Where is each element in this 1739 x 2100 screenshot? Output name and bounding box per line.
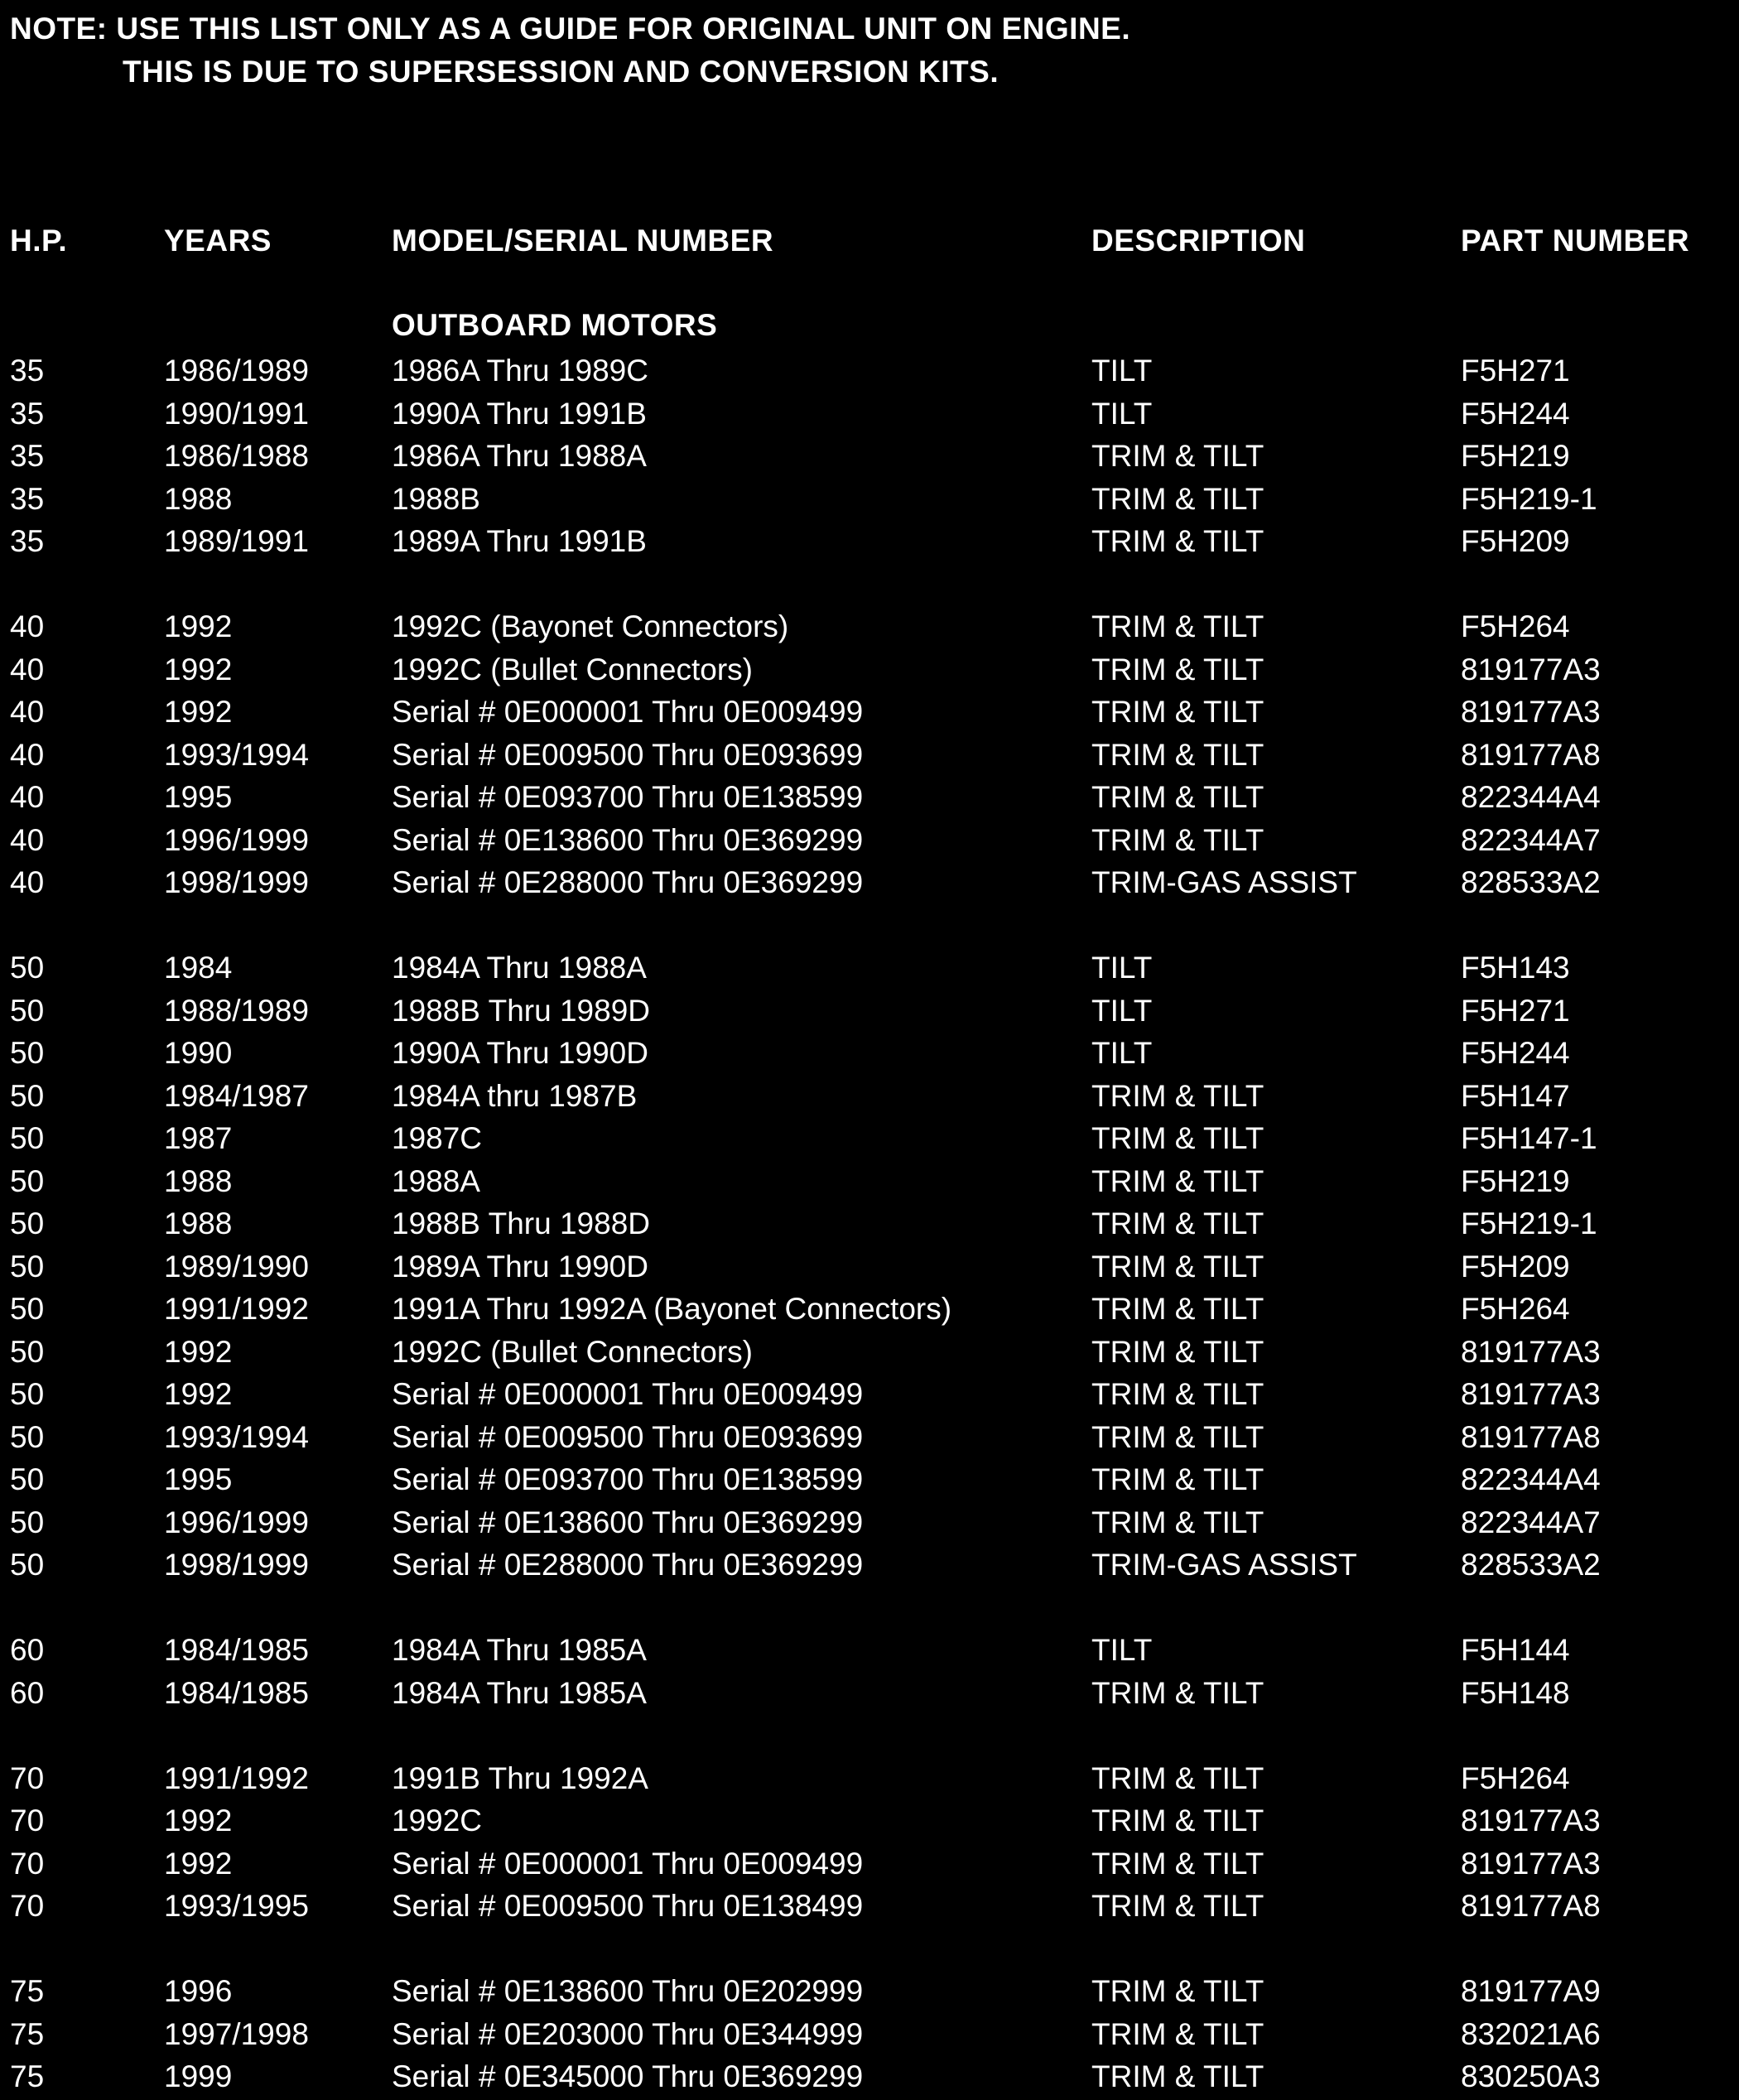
table-row bbox=[0, 1544, 1739, 1587]
cell-hp: 50 bbox=[10, 1377, 45, 1411]
cell-hp: 50 bbox=[10, 1163, 45, 1198]
cell-hp: 35 bbox=[10, 524, 45, 558]
group-spacer bbox=[0, 904, 1739, 947]
cell-hp: 40 bbox=[10, 865, 45, 899]
cell-part-number: 822344A4 bbox=[1461, 780, 1601, 814]
cell-years: 1991/1992 bbox=[164, 1760, 309, 1795]
cell-description: TRIM & TILT bbox=[1091, 1121, 1265, 1155]
cell-hp: 50 bbox=[10, 1462, 45, 1496]
cell-model-serial: 1989A Thru 1990D bbox=[392, 1249, 648, 1284]
cell-description: TRIM & TILT bbox=[1091, 1675, 1265, 1710]
cell-model-serial: 1992C (Bayonet Connectors) bbox=[392, 609, 789, 643]
cell-years: 1990 bbox=[164, 1036, 233, 1070]
cell-years: 1990/1991 bbox=[164, 396, 309, 431]
cell-part-number: F5H219-1 bbox=[1461, 1207, 1597, 1240]
cell-part-number: F5H219 bbox=[1461, 1163, 1570, 1198]
table-row bbox=[0, 1416, 1739, 1459]
cell-hp: 60 bbox=[10, 1675, 45, 1710]
cell-model-serial: Serial # 0E093700 Thru 0E138599 bbox=[392, 780, 864, 814]
cell-description: TRIM-GAS ASSIST bbox=[1091, 865, 1357, 899]
cell-model-serial: 1988B Thru 1988D bbox=[392, 1207, 650, 1240]
cell-description: TRIM & TILT bbox=[1091, 481, 1265, 516]
cell-model-serial: 1984A thru 1987B bbox=[392, 1078, 638, 1113]
cell-description: TRIM & TILT bbox=[1091, 1804, 1265, 1838]
parts-table-body bbox=[0, 349, 1739, 2098]
cell-description: TRIM & TILT bbox=[1091, 652, 1265, 686]
cell-part-number: 819177A3 bbox=[1461, 1334, 1601, 1369]
cell-part-number: 830250A3 bbox=[1461, 2059, 1601, 2093]
cell-model-serial: Serial # 0E000001 Thru 0E009499 bbox=[392, 1377, 864, 1411]
cell-part-number: 819177A8 bbox=[1461, 737, 1601, 772]
cell-years: 1997/1998 bbox=[164, 2016, 309, 2051]
cell-hp: 35 bbox=[10, 354, 45, 388]
cell-years: 1992 bbox=[164, 1377, 233, 1411]
table-row bbox=[0, 1288, 1739, 1331]
table-row bbox=[0, 1757, 1739, 1800]
cell-hp: 50 bbox=[10, 1292, 45, 1326]
cell-part-number: F5H264 bbox=[1461, 609, 1570, 643]
table-row bbox=[0, 648, 1739, 691]
cell-years: 1993/1994 bbox=[164, 737, 309, 772]
cell-model-serial: 1987C bbox=[392, 1121, 483, 1155]
table-row bbox=[0, 861, 1739, 904]
cell-years: 1995 bbox=[164, 1462, 233, 1496]
cell-hp: 50 bbox=[10, 1505, 45, 1539]
cell-description: TRIM & TILT bbox=[1091, 695, 1265, 729]
cell-description: TILT bbox=[1091, 951, 1153, 985]
table-row bbox=[0, 1373, 1739, 1416]
cell-part-number: F5H143 bbox=[1461, 951, 1570, 985]
cell-part-number: F5H209 bbox=[1461, 524, 1570, 558]
cell-model-serial: 1992C (Bullet Connectors) bbox=[392, 1334, 753, 1369]
cell-hp: 75 bbox=[10, 1974, 45, 2008]
cell-part-number: F5H144 bbox=[1461, 1633, 1570, 1667]
cell-hp: 50 bbox=[10, 951, 45, 985]
cell-years: 1984/1985 bbox=[164, 1633, 309, 1667]
cell-model-serial: 1986A Thru 1989C bbox=[392, 354, 648, 388]
cell-description: TRIM & TILT bbox=[1091, 1419, 1265, 1454]
table-row bbox=[0, 1672, 1739, 1715]
cell-model-serial: 1990A Thru 1990D bbox=[392, 1036, 648, 1070]
cell-hp: 50 bbox=[10, 1078, 45, 1113]
table-row bbox=[0, 605, 1739, 648]
cell-hp: 50 bbox=[10, 993, 45, 1028]
cell-description: TRIM & TILT bbox=[1091, 1889, 1265, 1923]
cell-description: TRIM & TILT bbox=[1091, 1078, 1265, 1113]
cell-hp: 50 bbox=[10, 1249, 45, 1284]
cell-hp: 40 bbox=[10, 780, 45, 814]
cell-years: 1991/1992 bbox=[164, 1292, 309, 1326]
cell-years: 1988 bbox=[164, 1207, 233, 1240]
cell-description: TRIM & TILT bbox=[1091, 822, 1265, 857]
cell-description: TRIM & TILT bbox=[1091, 1462, 1265, 1496]
cell-description: TILT bbox=[1091, 993, 1153, 1028]
cell-model-serial: Serial # 0E345000 Thru 0E369299 bbox=[392, 2059, 864, 2093]
cell-model-serial: Serial # 0E009500 Thru 0E093699 bbox=[392, 1419, 864, 1454]
cell-years: 1996/1999 bbox=[164, 822, 309, 857]
cell-hp: 50 bbox=[10, 1419, 45, 1454]
cell-model-serial: 1992C bbox=[392, 1804, 483, 1838]
cell-part-number: 822344A7 bbox=[1461, 822, 1601, 857]
cell-model-serial: 1988B bbox=[392, 481, 480, 516]
section-title: OUTBOARD MOTORS bbox=[392, 308, 718, 342]
cell-years: 1998/1999 bbox=[164, 865, 309, 899]
cell-years: 1988 bbox=[164, 1163, 233, 1198]
table-row bbox=[0, 1501, 1739, 1544]
cell-model-serial: 1989A Thru 1991B bbox=[392, 524, 647, 558]
note-line-1: NOTE: USE THIS LIST ONLY AS A GUIDE FOR ORIGINAL UNIT ON ENGINE. bbox=[10, 12, 1131, 46]
cell-part-number: F5H271 bbox=[1461, 993, 1570, 1028]
cell-model-serial: Serial # 0E000001 Thru 0E009499 bbox=[392, 1846, 864, 1881]
cell-part-number: 828533A2 bbox=[1461, 865, 1601, 899]
cell-years: 1986/1989 bbox=[164, 354, 309, 388]
table-row bbox=[0, 1458, 1739, 1501]
cell-description: TRIM & TILT bbox=[1091, 1505, 1265, 1539]
cell-hp: 40 bbox=[10, 822, 45, 857]
cell-years: 1992 bbox=[164, 1334, 233, 1369]
cell-hp: 50 bbox=[10, 1036, 45, 1070]
cell-years: 1996 bbox=[164, 1974, 233, 2008]
table-row bbox=[0, 1842, 1739, 1886]
cell-description: TRIM & TILT bbox=[1091, 1207, 1265, 1240]
cell-years: 1988/1989 bbox=[164, 993, 309, 1028]
cell-description: TRIM & TILT bbox=[1091, 737, 1265, 772]
cell-model-serial: 1991B Thru 1992A bbox=[392, 1760, 648, 1795]
cell-years: 1992 bbox=[164, 609, 233, 643]
cell-years: 1988 bbox=[164, 481, 233, 516]
cell-hp: 40 bbox=[10, 652, 45, 686]
table-row bbox=[0, 1160, 1739, 1203]
cell-part-number: F5H209 bbox=[1461, 1249, 1570, 1284]
cell-description: TRIM-GAS ASSIST bbox=[1091, 1548, 1357, 1582]
cell-years: 1989/1990 bbox=[164, 1249, 309, 1284]
table-row bbox=[0, 435, 1739, 478]
cell-hp: 40 bbox=[10, 695, 45, 729]
table-header bbox=[0, 224, 1739, 265]
cell-description: TRIM & TILT bbox=[1091, 609, 1265, 643]
note-line-2: THIS IS DUE TO SUPERSESSION AND CONVERSION KITS. bbox=[123, 55, 1000, 89]
cell-description: TRIM & TILT bbox=[1091, 1846, 1265, 1881]
table-row bbox=[0, 2055, 1739, 2098]
cell-part-number: 819177A3 bbox=[1461, 652, 1601, 686]
cell-model-serial: 1984A Thru 1988A bbox=[392, 951, 647, 985]
table-row bbox=[0, 393, 1739, 436]
cell-description: TRIM & TILT bbox=[1091, 439, 1265, 473]
cell-model-serial: Serial # 0E138600 Thru 0E369299 bbox=[392, 1505, 864, 1539]
table-row bbox=[0, 1885, 1739, 1928]
cell-part-number: 828533A2 bbox=[1461, 1548, 1601, 1582]
header-model-serial: MODEL/SERIAL NUMBER bbox=[392, 224, 774, 258]
cell-description: TRIM & TILT bbox=[1091, 1334, 1265, 1369]
cell-hp: 75 bbox=[10, 2016, 45, 2051]
cell-model-serial: Serial # 0E009500 Thru 0E138499 bbox=[392, 1889, 864, 1923]
cell-part-number: 819177A3 bbox=[1461, 1804, 1601, 1838]
cell-part-number: F5H271 bbox=[1461, 354, 1570, 388]
cell-hp: 75 bbox=[10, 2059, 45, 2093]
table-row bbox=[0, 691, 1739, 734]
cell-part-number: 819177A3 bbox=[1461, 695, 1601, 729]
cell-years: 1984 bbox=[164, 951, 233, 985]
cell-description: TRIM & TILT bbox=[1091, 1974, 1265, 2008]
cell-part-number: F5H264 bbox=[1461, 1760, 1570, 1795]
cell-years: 1999 bbox=[164, 2059, 233, 2093]
cell-hp: 70 bbox=[10, 1804, 45, 1838]
table-row bbox=[0, 819, 1739, 862]
cell-part-number: 822344A4 bbox=[1461, 1462, 1601, 1496]
cell-hp: 70 bbox=[10, 1889, 45, 1923]
header-years: YEARS bbox=[164, 224, 272, 258]
cell-years: 1993/1995 bbox=[164, 1889, 309, 1923]
cell-model-serial: 1986A Thru 1988A bbox=[392, 439, 647, 473]
table-row bbox=[0, 1331, 1739, 1374]
cell-hp: 35 bbox=[10, 396, 45, 431]
cell-model-serial: Serial # 0E009500 Thru 0E093699 bbox=[392, 737, 864, 772]
cell-model-serial: Serial # 0E138600 Thru 0E202999 bbox=[392, 1974, 864, 2008]
table-row bbox=[0, 2013, 1739, 2056]
cell-part-number: F5H147 bbox=[1461, 1078, 1570, 1113]
cell-part-number: 819177A8 bbox=[1461, 1889, 1601, 1923]
cell-part-number: 819177A8 bbox=[1461, 1419, 1601, 1454]
table-row bbox=[0, 1075, 1739, 1118]
cell-description: TILT bbox=[1091, 1036, 1153, 1070]
group-spacer bbox=[0, 1587, 1739, 1630]
cell-hp: 70 bbox=[10, 1760, 45, 1795]
cell-part-number: 819177A9 bbox=[1461, 1974, 1601, 2008]
cell-years: 1984/1985 bbox=[164, 1675, 309, 1710]
cell-years: 1992 bbox=[164, 695, 233, 729]
cell-model-serial: 1992C (Bullet Connectors) bbox=[392, 652, 753, 686]
cell-model-serial: Serial # 0E288000 Thru 0E369299 bbox=[392, 1548, 864, 1582]
cell-model-serial: Serial # 0E138600 Thru 0E369299 bbox=[392, 822, 864, 857]
group-spacer bbox=[0, 563, 1739, 606]
table-row bbox=[0, 1245, 1739, 1288]
cell-years: 1987 bbox=[164, 1121, 233, 1155]
table-row bbox=[0, 478, 1739, 521]
cell-model-serial: 1991A Thru 1992A (Bayonet Connectors) bbox=[392, 1292, 952, 1326]
cell-years: 1992 bbox=[164, 652, 233, 686]
cell-hp: 50 bbox=[10, 1334, 45, 1369]
table-row bbox=[0, 1970, 1739, 2013]
table-row bbox=[0, 520, 1739, 563]
table-row bbox=[0, 734, 1739, 777]
table-row bbox=[0, 1117, 1739, 1160]
cell-part-number: 822344A7 bbox=[1461, 1505, 1601, 1539]
cell-hp: 35 bbox=[10, 481, 45, 516]
cell-part-number: 832021A6 bbox=[1461, 2016, 1601, 2051]
cell-part-number: F5H219 bbox=[1461, 439, 1570, 473]
cell-years: 1992 bbox=[164, 1846, 233, 1881]
cell-model-serial: 1988A bbox=[392, 1163, 480, 1198]
cell-description: TRIM & TILT bbox=[1091, 1163, 1265, 1198]
cell-model-serial: 1984A Thru 1985A bbox=[392, 1675, 647, 1710]
cell-years: 1986/1988 bbox=[164, 439, 309, 473]
cell-years: 1984/1987 bbox=[164, 1078, 309, 1113]
cell-hp: 50 bbox=[10, 1207, 45, 1240]
cell-model-serial: Serial # 0E203000 Thru 0E344999 bbox=[392, 2016, 864, 2051]
cell-model-serial: Serial # 0E093700 Thru 0E138599 bbox=[392, 1462, 864, 1496]
cell-description: TRIM & TILT bbox=[1091, 2016, 1265, 2051]
cell-years: 1992 bbox=[164, 1804, 233, 1838]
cell-part-number: F5H148 bbox=[1461, 1675, 1570, 1710]
cell-hp: 50 bbox=[10, 1121, 45, 1155]
cell-model-serial: 1984A Thru 1985A bbox=[392, 1633, 647, 1667]
cell-part-number: F5H244 bbox=[1461, 1036, 1570, 1070]
cell-description: TRIM & TILT bbox=[1091, 2059, 1265, 2093]
table-row bbox=[0, 776, 1739, 819]
cell-description: TRIM & TILT bbox=[1091, 780, 1265, 814]
header-part-number: PART NUMBER bbox=[1461, 224, 1690, 258]
cell-part-number: 819177A3 bbox=[1461, 1377, 1601, 1411]
cell-description: TRIM & TILT bbox=[1091, 1249, 1265, 1284]
cell-model-serial: 1988B Thru 1989D bbox=[392, 993, 650, 1028]
table-row bbox=[0, 946, 1739, 990]
cell-model-serial: Serial # 0E000001 Thru 0E009499 bbox=[392, 695, 864, 729]
cell-hp: 60 bbox=[10, 1633, 45, 1667]
cell-years: 1998/1999 bbox=[164, 1548, 309, 1582]
table-row bbox=[0, 1799, 1739, 1842]
table-row bbox=[0, 1032, 1739, 1075]
cell-model-serial: Serial # 0E288000 Thru 0E369299 bbox=[392, 865, 864, 899]
table-row bbox=[0, 349, 1739, 393]
group-spacer bbox=[0, 1714, 1739, 1757]
cell-description: TRIM & TILT bbox=[1091, 1292, 1265, 1326]
cell-part-number: F5H264 bbox=[1461, 1292, 1570, 1326]
cell-part-number: 819177A3 bbox=[1461, 1846, 1601, 1881]
cell-description: TRIM & TILT bbox=[1091, 1760, 1265, 1795]
group-spacer bbox=[0, 1928, 1739, 1971]
cell-description: TRIM & TILT bbox=[1091, 1377, 1265, 1411]
cell-years: 1995 bbox=[164, 780, 233, 814]
cell-description: TRIM & TILT bbox=[1091, 524, 1265, 558]
cell-part-number: F5H244 bbox=[1461, 396, 1570, 431]
header-hp: H.P. bbox=[10, 224, 68, 258]
table-row bbox=[0, 1629, 1739, 1672]
cell-description: TILT bbox=[1091, 1633, 1153, 1667]
table-row bbox=[0, 1202, 1739, 1245]
cell-hp: 50 bbox=[10, 1548, 45, 1582]
cell-hp: 40 bbox=[10, 737, 45, 772]
header-description: DESCRIPTION bbox=[1091, 224, 1306, 258]
cell-description: TILT bbox=[1091, 396, 1153, 431]
cell-years: 1993/1994 bbox=[164, 1419, 309, 1454]
cell-hp: 35 bbox=[10, 439, 45, 473]
cell-years: 1989/1991 bbox=[164, 524, 309, 558]
cell-part-number: F5H219-1 bbox=[1461, 481, 1597, 516]
cell-hp: 70 bbox=[10, 1846, 45, 1881]
cell-description: TILT bbox=[1091, 354, 1153, 388]
cell-hp: 40 bbox=[10, 609, 45, 643]
cell-model-serial: 1990A Thru 1991B bbox=[392, 396, 647, 431]
cell-part-number: F5H147-1 bbox=[1461, 1121, 1597, 1155]
cell-years: 1996/1999 bbox=[164, 1505, 309, 1539]
table-row bbox=[0, 990, 1739, 1033]
